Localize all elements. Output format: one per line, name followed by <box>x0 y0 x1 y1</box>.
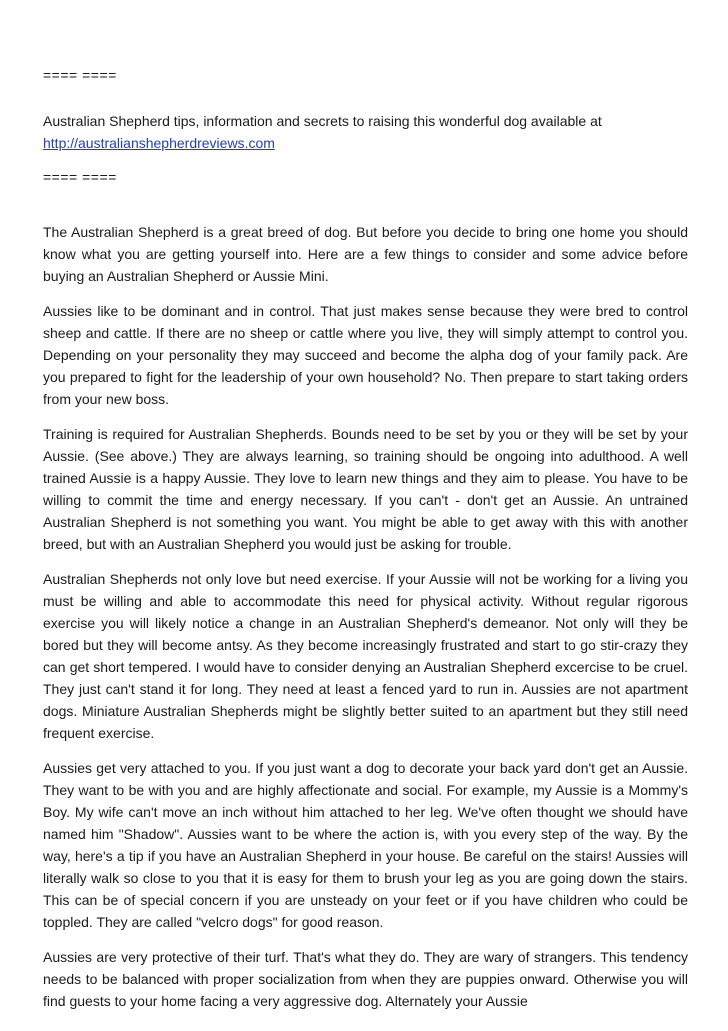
website-link[interactable]: http://australianshepherdreviews.com <box>43 135 275 151</box>
promo-text: Australian Shepherd tips, information and secrets to raising this wonderful dog available at <box>43 113 602 129</box>
paragraph-intro: The Australian Shepherd is a great breed of dog. But before you decide to bring one home you should know what you are getting yourself into. Here are a few things to consider and some advice before buying an Australian Shepherd or Aussie Mini. <box>43 224 688 284</box>
promo-header <box>43 110 688 154</box>
paragraph-attachment: Aussies get very attached to you. If you just want a dog to decorate your back yard don't get an Aussie. They want to be with you and are highly affectionate and social. For example, my Aussie is a Mommy's Boy. My wife can't move an inch without him attached to her leg. We've often thought we should have named him "Shadow". Aussies want to be where the action is, with you every step of the way. By the way, here's a tip if you have an Australian Shepherd in your house. Be careful on the stairs! Aussies will literally walk so close to you that it is easy for them to brush your leg as you are going down the stairs. This can be of special concern if you are unsteady on your feet or if you have children who could be toppled. They are called "velcro dogs" for good reason. <box>43 760 688 930</box>
paragraph-protective: Aussies are very protective of their turf. That's what they do. They are wary of strangers. This tendency needs to be balanced with proper socialization from when they are puppies onward. Otherwise you will find guests to your home facing a very aggressive dog. Alternately your Aussie <box>43 949 688 1009</box>
paragraph-dominance: Aussies like to be dominant and in control. That just makes sense because they were bred to control sheep and cattle. If there are no sheep or cattle where you live, they will simply attempt to control you. Depending on your personality they may succeed and become the alpha dog of your family pack. Are you prepared to fight for the leadership of your own household? No. Then prepare to start taking orders from your new boss. <box>43 303 688 407</box>
paragraph-exercise: Australian Shepherds not only love but need exercise. If your Aussie will not be working for a living you must be willing and able to accommodate this need for physical activity. Without regular rigorous exercise you will likely notice a change in an Australian Shepherd's demeanor. Not only will they be bored but they will become antsy. As they become increasingly frustrated and start to go stir-crazy they can get short tempered. I would have to consider denying an Australian Shepherd excercise to be cruel. They just can't stand it for long. They need at least a fenced yard to run in. Aussies are not apartment dogs. Miniature Australian Shepherds might be slightly better suited to an apartment but they still need frequent exercise. <box>43 571 688 741</box>
separator-bottom: ==== ==== <box>43 169 117 185</box>
separator-top: ==== ==== <box>43 67 117 83</box>
paragraph-training: Training is required for Australian Shepherds. Bounds need to be set by you or they will be set by your Aussie. (See above.) They are always learning, so training should be ongoing into adulthood. A well trained Aussie is a happy Aussie. They love to learn new things and they aim to please. You have to be willing to commit the time and energy necessary. If you can't - don't get an Aussie. An untrained Australian Shepherd is not something you want. You might be able to get away with this with another breed, but with an Australian Shepherd you would just be asking for trouble. <box>43 426 688 552</box>
document-body <box>43 64 688 1012</box>
